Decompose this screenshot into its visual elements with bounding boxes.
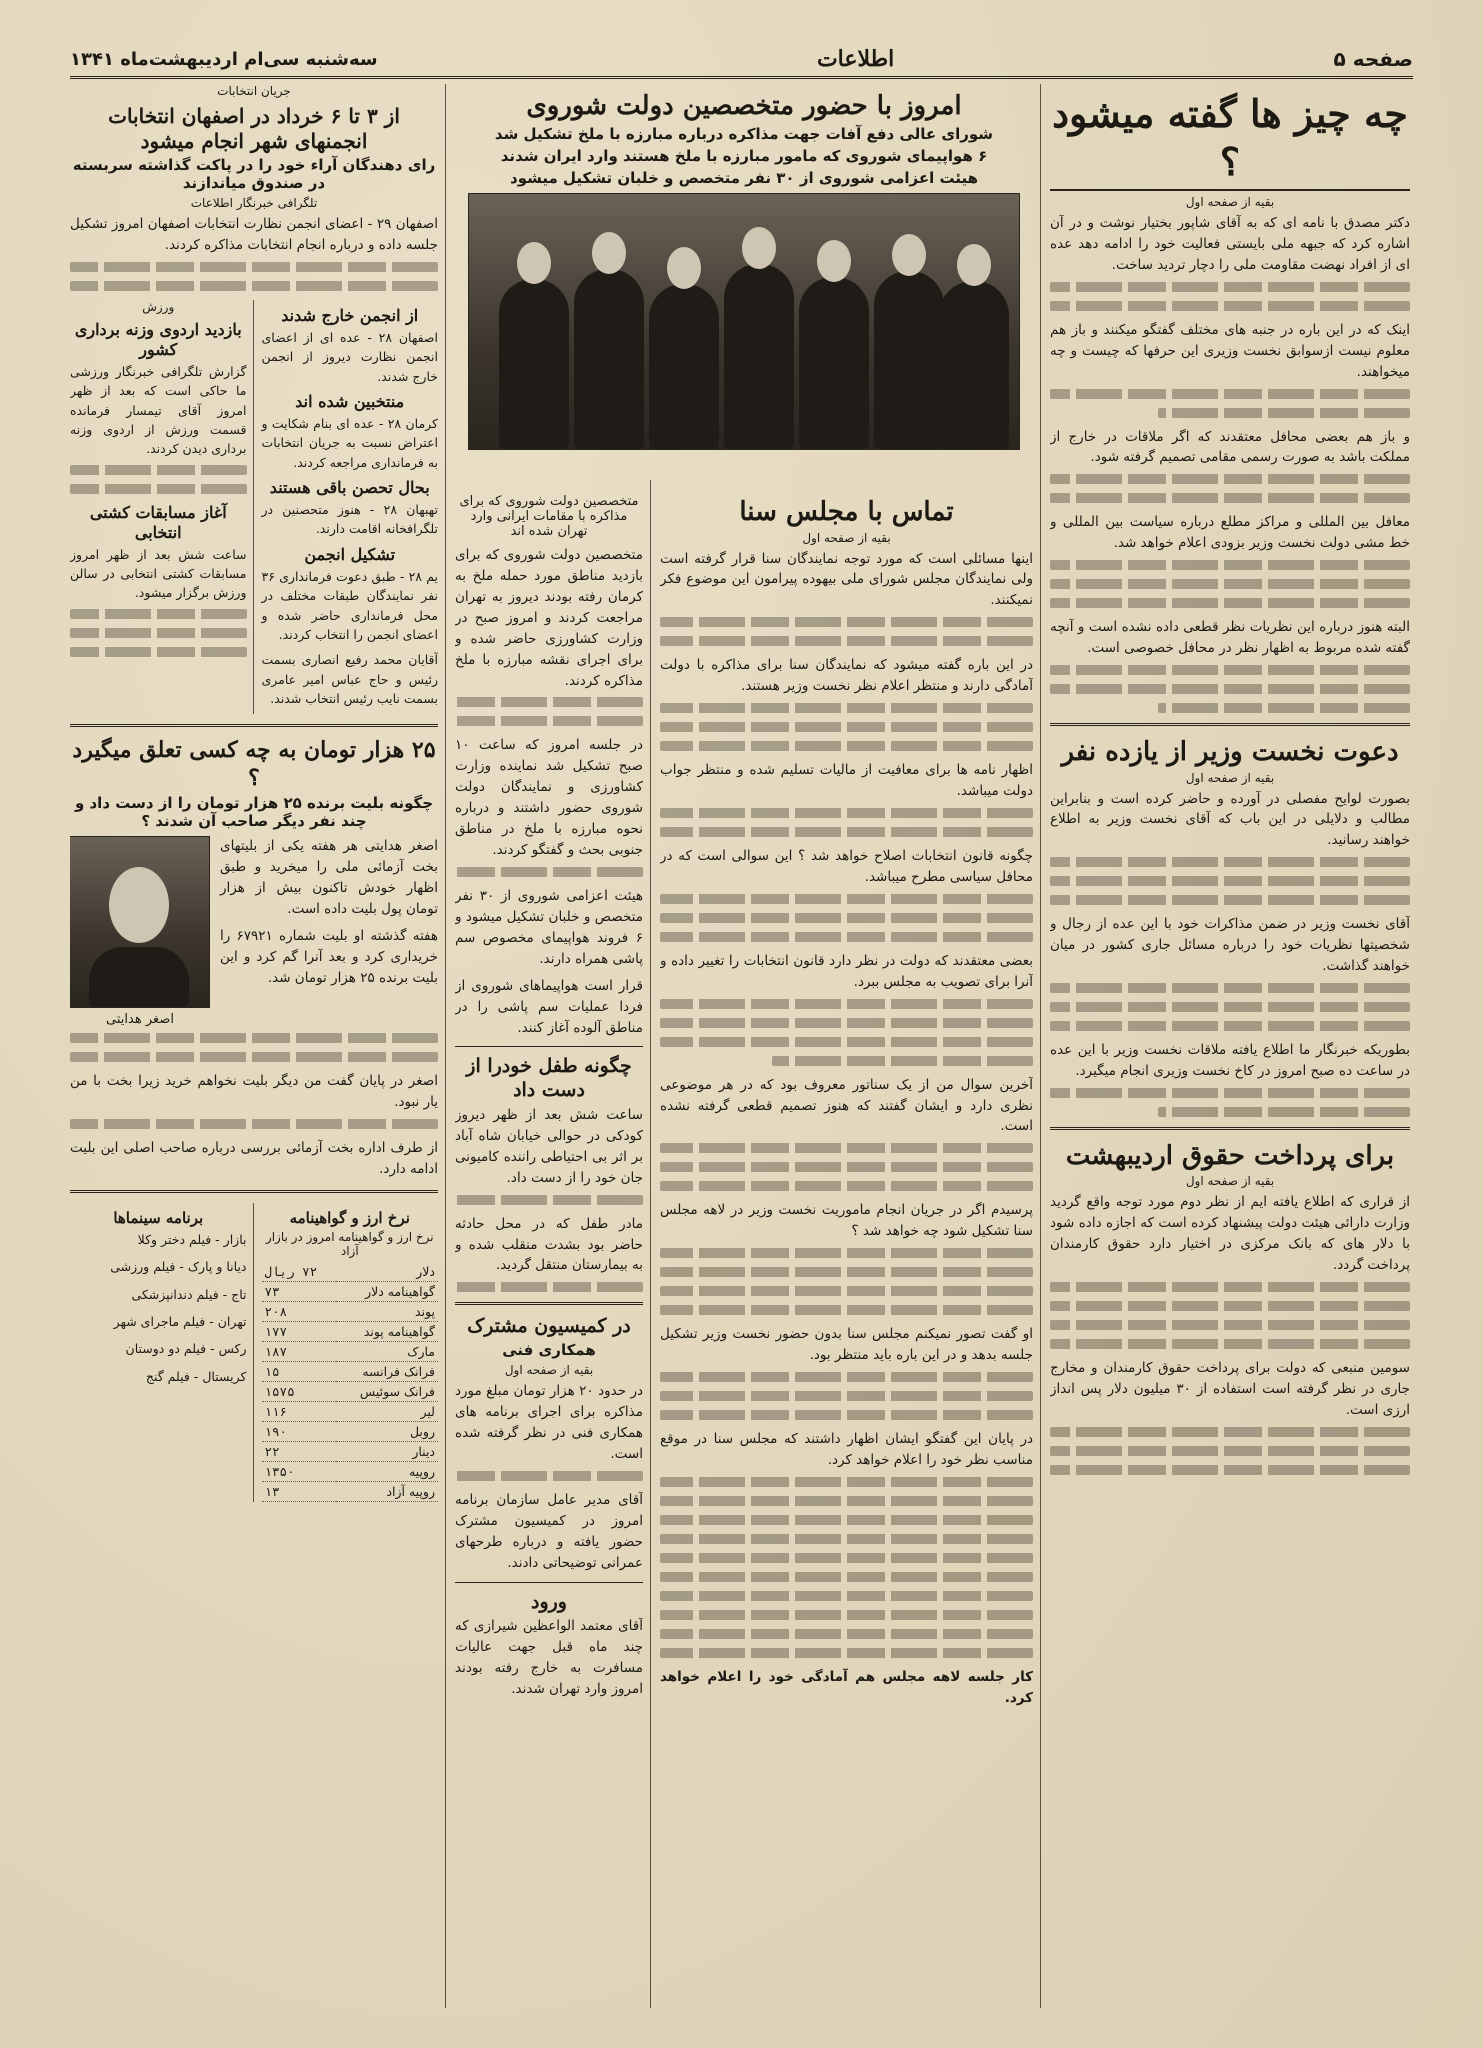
faded-text-line: [1050, 983, 1410, 993]
faded-text-line: [660, 636, 1033, 646]
article-paragraph: بطوریکه خبرنگار ما اطلاع یافته ملاقات نخست وزیر با این عده در ساعت ده صبح امروز در کاخ نخست وزیری انجام میگیرد.: [1050, 1042, 1410, 1080]
faded-text-line: [660, 1305, 1033, 1315]
article-paragraph: آخرین سوال من از یک سناتور معروف بود که در هر موضوعی نظری دارد و ایشان گفتند که هنوز تصمیم قطعی گرفته نشده است.: [660, 1076, 1033, 1135]
article-paragraph: دکتر مصدق با نامه ای که به آقای شاپور بختیار نوشت و در آن اشاره کرد که جبهه ملی بایستی فعالیت خود را ادامه دهد عده ای از افراد نهضت مقاومت ملی را دچار تردید ساخت.: [1050, 215, 1410, 273]
article-paragraph: هفته گذشته او بلیت شماره ۶۷۹۲۱ را خریداری کرد و بعد آنرا گم کرد و این بلیت برنده ۲۵ هزار تومان شد.: [220, 928, 438, 986]
column-left: [70, 84, 438, 2008]
faded-text-line: [660, 1018, 1033, 1028]
rate-name: دینار: [336, 1441, 438, 1461]
rate-value: ۲۰۸: [262, 1301, 336, 1321]
rate-value: ۱۱۶: [262, 1401, 336, 1421]
bottom-listings: [70, 1203, 438, 1502]
article-closing: کار جلسه لاهه مجلس هم آمادگی خود را اعلام خواهد کرد.: [660, 1668, 1033, 1706]
article-paragraph: معافل بین المللی و مراکز مطلع درباره سیاست بین المللی و خط مشی دولت نخست وزیر بزودی اعلام خواهد شد.: [1050, 514, 1410, 552]
rate-name: گواهینامه دلار: [336, 1281, 438, 1301]
rate-value: ۱۵۷۵: [262, 1381, 336, 1401]
faded-text-line: [1158, 408, 1410, 418]
faded-text-line: [1050, 560, 1410, 570]
rates-subtitle: نرخ ارز و گواهینامه امروز در بازار آزاد: [265, 1229, 434, 1258]
headline-elected: منتخبین شده اند: [295, 391, 405, 411]
faded-text-line: [455, 1471, 643, 1481]
rate-row: [262, 1461, 439, 1481]
rate-row: [262, 1281, 439, 1301]
faded-text-line: [1050, 301, 1410, 311]
portrait-caption: اصغر هدایتی: [106, 1012, 174, 1028]
faded-text-line: [1050, 1021, 1410, 1031]
column-rule: [1040, 84, 1041, 2008]
faded-text-line: [1050, 665, 1410, 675]
article-paragraph: در پایان این گفتگو ایشان اظهار داشتند که مجلس سنا در موقع مناسب نظر خود را اعلام خواهد کرد.: [660, 1431, 1033, 1469]
continued-label: بقیه از صفحه اول: [1185, 195, 1275, 209]
faded-text-line: [1050, 1465, 1410, 1475]
article-paragraph: آقای نخست وزیر در ضمن مذاکرات خود با این عده از رجال و شخصیتها نظریات خود را درباره مسائل جاری کشور در میان خواهند گذاشت.: [1050, 916, 1410, 975]
article-paragraph: در جلسه امروز که ساعت ۱۰ صبح تشکیل شد نماینده وزارت کشاورزی و نمایندگان دولت شوروی حضور داشتند و درباره نحوه مبارزه با ملخ در مناطق جنوبی بحث و گفتگو کردند.: [455, 737, 643, 859]
faded-text-line: [1050, 282, 1410, 292]
headline-soviet-experts: امروز با حضور متخصصین دولت شوروی: [526, 91, 962, 121]
faded-text-line: [455, 867, 643, 877]
section-label: جریان انتخابات: [217, 84, 291, 98]
article-paragraph: او گفت تصور نمیکنم مجلس سنا بدون حضور نخست وزیر تشکیل جلسه بدهد و در این باره باید منتظر بود.: [660, 1326, 1033, 1364]
article-paragraph: در حدود ۲۰ هزار تومان مبلغ مورد مذاکره برای اجرای برنامه های همکاری فنی در نظر گرفته شده است.: [455, 1383, 643, 1462]
article-paragraph: اصفهان ۲۹ - اعضای انجمن نظارت انتخابات اصفهان امروز تشکیل جلسه داده و درباره انجام انتخابات مذاکره کردند.: [70, 216, 438, 253]
article-paragraph: تهبهان ۲۸ - هنوز متحصنین در تلگرافخانه اقامت دارند.: [261, 502, 438, 537]
cinema-item: دیانا و پارک - فیلم ورزشی: [110, 1259, 247, 1275]
cinema-item: رکس - فیلم دو دوستان: [125, 1341, 247, 1357]
article-paragraph: در این باره گفته میشود که نمایندگان سنا برای مذاکره با دولت آمادگی دارند و منتظر اعلام نظر نخست وزیر هستند.: [660, 657, 1033, 695]
faded-text-line: [1050, 1002, 1410, 1012]
faded-text-line: [660, 999, 1033, 1009]
faded-text-line: [660, 1410, 1033, 1420]
rates-box: [262, 1203, 439, 1502]
column-senate: [660, 490, 1033, 2008]
faded-text-line: [70, 465, 247, 475]
faded-text-line: [70, 262, 438, 272]
rate-name: مارک: [336, 1341, 438, 1361]
rate-row: [262, 1321, 439, 1341]
rate-value: ۱۳۵۰: [262, 1461, 336, 1481]
headline-what-is-said: چه چیز ها گفته میشود ؟: [1050, 84, 1410, 191]
section-divider: [455, 1046, 643, 1047]
lottery-story: [70, 836, 438, 1033]
article-paragraph: سومین منبعی که دولت برای پرداخت حقوق کارمندان و مخارج جاری در نظر گرفته است استفاده از ۳۰ میلیون دلار پس انداز ارزی است.: [1050, 1360, 1410, 1418]
issue-date: سه‌شنبه سی‌ام اردیبهشت‌ماه ۱۳۴۱: [70, 48, 378, 70]
article-paragraph: اینها مسائلی است که مورد توجه نمایندگان سنا قرار گرفته است ولی نمایندگان مجلس شورای ملی بیهوده پیرامون این موضوع فکر نمیکنند.: [660, 550, 1033, 609]
faded-text-line: [1050, 1339, 1410, 1349]
cinema-item: تهران - فیلم ماجرای شهر: [113, 1314, 247, 1330]
faded-text-line: [1050, 857, 1410, 867]
faded-text-line: [660, 1181, 1033, 1191]
faded-text-line: [1050, 474, 1410, 484]
rate-row: [262, 1401, 439, 1421]
continued-label: بقیه از صفحه اول: [1185, 770, 1275, 785]
cinema-item: تاج - فیلم دندانپزشکی: [131, 1286, 247, 1302]
headline-pm-invitation: دعوت نخست وزیر از یازده نفر: [1061, 737, 1399, 768]
rate-row: [262, 1301, 439, 1321]
column-soviet-cont: [455, 490, 643, 2008]
article-paragraph: آقایان محمد رفیع انصاری بسمت رئیس و حاج عباس امیر عامری بسمت نایب رئیس انتخاب شدند.: [261, 652, 438, 707]
rate-name: لیر: [336, 1401, 438, 1421]
faded-text-line: [660, 1477, 1033, 1487]
subheadline: رای دهندگان آراء خود را در پاکت گذاشته سربسته در صندوق میاندازند: [72, 156, 436, 192]
faded-text-line: [1050, 493, 1410, 503]
cinema-box: [70, 1203, 254, 1502]
headline-wrestling: آغاز مسابقات کشتی انتخابی: [89, 502, 227, 542]
rate-value: ۲۲: [262, 1441, 336, 1461]
soviet-experts-block: [455, 84, 1033, 474]
subheadline: چگونه بلیت برنده ۲۵ هزار تومان را از دست داد و چند نفر دیگر صاحب آن شدند ؟: [74, 794, 434, 831]
section-divider: [455, 1582, 643, 1583]
article-paragraph: هیئت اعزامی شوروی از ۳۰ نفر متخصص و خلبان تشکیل میشود و ۶ فروند هواپیمای مخصوص سم پاشی همراه دارند.: [455, 887, 643, 967]
faded-text-line: [660, 1372, 1033, 1382]
faded-text-line: [660, 1610, 1033, 1620]
faded-text-line: [1050, 1446, 1410, 1456]
rate-name: روبل: [336, 1421, 438, 1441]
paper-name: اطلاعات: [816, 46, 895, 72]
section-divider: [1050, 1127, 1410, 1130]
faded-text-line: [660, 1267, 1033, 1277]
rate-row: [262, 1381, 439, 1401]
article-paragraph: آقای معتمد الواعظین شیرازی که چند ماه قبل جهت عالیات مسافرت به خارج رفته بودند امروز وارد تهران شدند.: [455, 1618, 643, 1698]
headline-child-lost: چگونه طفل خودرا از دست داد: [466, 1055, 632, 1102]
faded-text-line: [1050, 389, 1410, 399]
faded-text-line: [70, 628, 247, 638]
continued-label: بقیه از صفحه اول: [802, 530, 891, 545]
article-paragraph: گزارش تلگرافی خبرنگار ورزشی ما حاکی است که بعد از ظهر امروز آقای تیمسار فرمانده قسمت ورزش از اردوی وزنه برداری دیدن کردند.: [70, 363, 247, 457]
sports-box: [70, 300, 254, 715]
faded-text-line: [1158, 1107, 1410, 1117]
article-paragraph: مادر طفل که در محل حادثه حاضر بود بشدت منقلب شده و به بیمارستان منتقل گردید.: [455, 1215, 643, 1274]
section-divider: [70, 724, 438, 727]
faded-text-line: [660, 1534, 1033, 1544]
article-paragraph: کرمان ۲۸ - عده ای بنام شکایت و اعتراض نسبت به جریان انتخابات به فرمانداری مراجعه کردند.: [261, 415, 438, 470]
headline-left-council: از انجمن خارج شدند: [281, 305, 419, 325]
headline-sit-in: بحال تحصن باقی هستند: [269, 478, 430, 498]
faded-text-line: [660, 1629, 1033, 1639]
rate-row: [262, 1341, 439, 1361]
faded-text-line: [660, 1591, 1033, 1601]
article-paragraph: از طرف اداره بخت آزمائی بررسی درباره صاحب اصلی این بلیت ادامه دارد.: [70, 1140, 438, 1178]
faded-text-line: [660, 827, 1033, 837]
faded-text-line: [660, 741, 1033, 751]
rate-name: فرانک فرانسه: [336, 1361, 438, 1381]
rate-value: ۱۵: [262, 1361, 336, 1381]
article-paragraph: بصورت لوایح مفصلی در آورده و حاضر کرده است و بنابراین مطالب و دلایلی در این باب که آقای نخست وزیر به اطلاع خواهند رسانید.: [1050, 790, 1410, 849]
column-rule: [650, 480, 651, 2008]
group-photo: [468, 193, 1020, 450]
subheadline: شورای عالی دفع آفات جهت مذاکره درباره مبارزه با ملخ تشکیل شد: [494, 124, 994, 143]
rate-name: روپیه آزاد: [336, 1481, 438, 1501]
section-divider: [1050, 723, 1410, 726]
rate-value: ۱۳: [262, 1481, 336, 1501]
rate-row: [262, 1481, 439, 1501]
subheadline: ۶ هواپیمای شوروی که مامور مبارزه با ملخ هستند وارد ایران شدند: [500, 146, 988, 165]
rate-value: ۷۲ ریال: [262, 1262, 336, 1282]
faded-text-line: [660, 722, 1033, 732]
faded-text-line: [772, 1056, 1033, 1066]
faded-text-line: [660, 808, 1033, 818]
cinema-item: بازار - فیلم دختر وکلا: [137, 1231, 247, 1247]
rate-value: ۱۷۷: [262, 1321, 336, 1341]
faded-text-line: [660, 1496, 1033, 1506]
rate-row: [262, 1441, 439, 1461]
headline-joint-commission: در کمیسیون مشترک: [467, 1315, 631, 1338]
faded-text-line: [455, 1195, 643, 1205]
faded-text-line: [70, 609, 247, 619]
article-paragraph: یم ۲۸ - طبق دعوت فرمانداری ۳۶ نفر نمایندگان طبقات مختلف در محل فرمانداری حاضر شده و اعضای انجمن را انتخاب کردند.: [261, 568, 438, 642]
faded-text-line: [455, 697, 643, 707]
continued-label: بقیه از صفحه اول: [1185, 1174, 1275, 1189]
lottery-text: [220, 836, 438, 1033]
headline-cinemas: برنامه سینماها: [113, 1209, 204, 1228]
faded-text-line: [660, 1037, 1033, 1047]
faded-text-line: [1158, 703, 1410, 713]
article-paragraph: قرار است هواپیماهای شوروی از فردا عملیات سم پاشی را در مناطق آلوده آغاز کنند.: [455, 977, 643, 1036]
faded-text-line: [1050, 579, 1410, 589]
rate-name: دلار: [336, 1262, 438, 1282]
faded-text-line: [455, 1282, 643, 1292]
page-number: صفحه ۵: [1333, 47, 1413, 71]
faded-text-line: [660, 1248, 1033, 1258]
faded-text-line: [455, 716, 643, 726]
faded-text-line: [1050, 684, 1410, 694]
faded-text-line: [70, 1033, 438, 1043]
rates-table: [262, 1262, 439, 1502]
article-paragraph: بعضی معتقدند که دولت در نظر دارد قانون انتخابات را تغییر داده و آنرا برای تصویب به مجلس ببرد.: [660, 952, 1033, 990]
rate-name: روپیه: [336, 1461, 438, 1481]
faded-text-line: [660, 1648, 1033, 1658]
faded-text-line: [1050, 1282, 1410, 1292]
byline: تلگرافی خبرنگار اطلاعات: [190, 196, 318, 210]
rate-value: ۱۸۷: [262, 1341, 336, 1361]
article-paragraph: و باز هم بعضی محافل معتقدند که اگر ملاقات در خارج از مملکت باشد به صورت رسمی مقامی تصمیم گرفته شود.: [1050, 428, 1410, 466]
continued-label: بقیه از صفحه اول: [504, 1363, 594, 1378]
faded-text-line: [660, 1391, 1033, 1401]
faded-text-line: [660, 894, 1033, 904]
article-paragraph: اینک که در این باره در جنبه های مختلف گفتگو میکنند و باز هم معلوم نیست ازسوابق نخست وزیری این حرفها که چیست و چه میخواهند.: [1050, 321, 1410, 380]
faded-text-line: [660, 703, 1033, 713]
photo-caption: متخصصین دولت شوروی که برای مذاکره با مقامات ایرانی وارد تهران شده اند: [459, 494, 639, 539]
faded-text-line: [660, 1143, 1033, 1153]
faded-text-line: [1050, 1320, 1410, 1330]
rate-row: [262, 1361, 439, 1381]
headline-senate-contact: تماس با مجلس سنا: [739, 497, 954, 527]
rate-row: [262, 1262, 439, 1282]
faded-text-line: [1050, 1088, 1410, 1098]
article-paragraph: آقای مدیر عامل سازمان برنامه امروز در کمیسیون مشترک حضور یافته و درباره طرحهای عمرانی توضیحاتی دادند.: [455, 1491, 643, 1571]
article-paragraph: متخصصین دولت شوروی که برای بازدید مناطق مورد حمله ملخ به کرمان رفته بودند دیروز به تهران مراجعت کردند و امروز صبح در وزارت کشاورزی حاضر شده و برای اجرای نقشه مبارزه با ملخ مذاکره کردند.: [455, 547, 643, 689]
two-column-block: [70, 300, 438, 715]
faded-text-line: [1050, 895, 1410, 905]
article-paragraph: از قراری که اطلاع یافته ایم از نظر دوم مورد توجه واقع گردید وزارت دارائی هیئت دولت پیشنهاد کرده است که اجازه داده شود با دلار های که بانک مرکزی در اختیار دارد حقوق کارمندان پرداخت گردد.: [1050, 1194, 1410, 1274]
column-right: [1050, 84, 1410, 2008]
faded-text-line: [660, 1553, 1033, 1563]
faded-text-line: [660, 1286, 1033, 1296]
headline-lottery: ۲۵ هزار تومان به چه کسی تعلق میگیرد ؟: [72, 737, 436, 791]
faded-text-line: [1050, 876, 1410, 886]
masthead: [70, 42, 1413, 79]
section-divider: [70, 1190, 438, 1193]
portrait-block: [70, 836, 210, 1033]
faded-text-line: [1050, 1301, 1410, 1311]
subheadline: هیئت اعزامی شوروی از ۳۰ نفر متخصص و خلبان تشکیل میشود: [510, 168, 978, 187]
faded-text-line: [70, 281, 438, 291]
subheadline: همکاری فنی: [502, 1341, 596, 1360]
section-divider: [455, 1302, 643, 1305]
rate-row: [262, 1421, 439, 1441]
faded-text-line: [70, 484, 247, 494]
headline-rates: نرخ ارز و گواهینامه: [289, 1209, 410, 1228]
article-paragraph: اصغر هدایتی هر هفته یکی از بلیتهای بخت آزمائی ملی را میخرید و طبق اظهار خودش تاکنون بیش از هزار تومان پول بلیت داده است.: [220, 838, 438, 918]
column-rule: [445, 84, 446, 2008]
rate-name: پوند: [336, 1301, 438, 1321]
article-paragraph: اظهار نامه ها برای معافیت از مالیات تسلیم شده و منتظر جواب دولت میباشد.: [660, 762, 1033, 800]
rate-value: ۷۳: [262, 1281, 336, 1301]
cinema-list: [70, 1230, 247, 1386]
election-briefs: [262, 300, 439, 715]
cinema-item: کریستال - فیلم گنج: [145, 1368, 247, 1384]
article-paragraph: پرسیدم اگر در جریان انجام ماموریت نخست وزیر در لاهه مجلس سنا تشکیل شود چه خواهد شد ؟: [660, 1202, 1033, 1240]
faded-text-line: [660, 932, 1033, 942]
faded-text-line: [1050, 1427, 1410, 1437]
faded-text-line: [70, 1119, 438, 1129]
article-paragraph: اصغر در پایان گفت من دیگر بلیت نخواهم خرید زیرا بخت با من یار نبود.: [70, 1073, 438, 1111]
headline-isfahan-elections: از ۳ تا ۶ خرداد در اصفهان انتخابات انجمنهای شهر انجام میشود: [108, 104, 400, 153]
headline-arrival: ورود: [531, 1590, 567, 1613]
headline-salary-payment: برای پرداخت حقوق اردیبهشت: [1065, 1140, 1395, 1171]
article-paragraph: چگونه قانون انتخابات اصلاح خواهد شد ؟ این سوالی است که در محافل سیاسی مطرح میباشد.: [660, 847, 1033, 885]
faded-text-line: [70, 1052, 438, 1062]
faded-text-line: [660, 617, 1033, 627]
rate-name: فرانک سوئیس: [336, 1381, 438, 1401]
rate-name: گواهینامه پوند: [336, 1321, 438, 1341]
article-paragraph: ساعت شش بعد از ظهر دیروز کودکی در حوالی خیابان شاه آباد بر اثر بی احتیاطی راننده کامیونی جان خود را از دست داد.: [455, 1106, 643, 1186]
headline-council-formed: تشکیل انجمن: [304, 544, 396, 564]
faded-text-line: [70, 647, 247, 657]
article-paragraph: ساعت شش بعد از ظهر امروز مسابقات کشتی انتخابی در سالن ورزش برگزار میشود.: [70, 546, 247, 601]
headline-weightlifting: بازدید اردوی وزنه برداری کشور: [74, 319, 242, 359]
portrait-photo: [70, 836, 210, 1008]
article-paragraph: البته هنوز درباره این نظریات نظر قطعی داده نشده است و آنچه گفته شده مربوط به اظهار نظر در محافل خصوصی است.: [1050, 619, 1410, 657]
rate-value: ۱۹۰: [262, 1421, 336, 1441]
article-paragraph: اصفهان ۲۸ - عده ای از اعضای انجمن نظارت دیروز از انجمن خارج شدند.: [261, 329, 438, 384]
faded-text-line: [660, 1162, 1033, 1172]
faded-text-line: [660, 913, 1033, 923]
faded-text-line: [660, 1515, 1033, 1525]
faded-text-line: [660, 1572, 1033, 1582]
faded-text-line: [1050, 598, 1410, 608]
section-label: ورزش: [142, 299, 175, 314]
